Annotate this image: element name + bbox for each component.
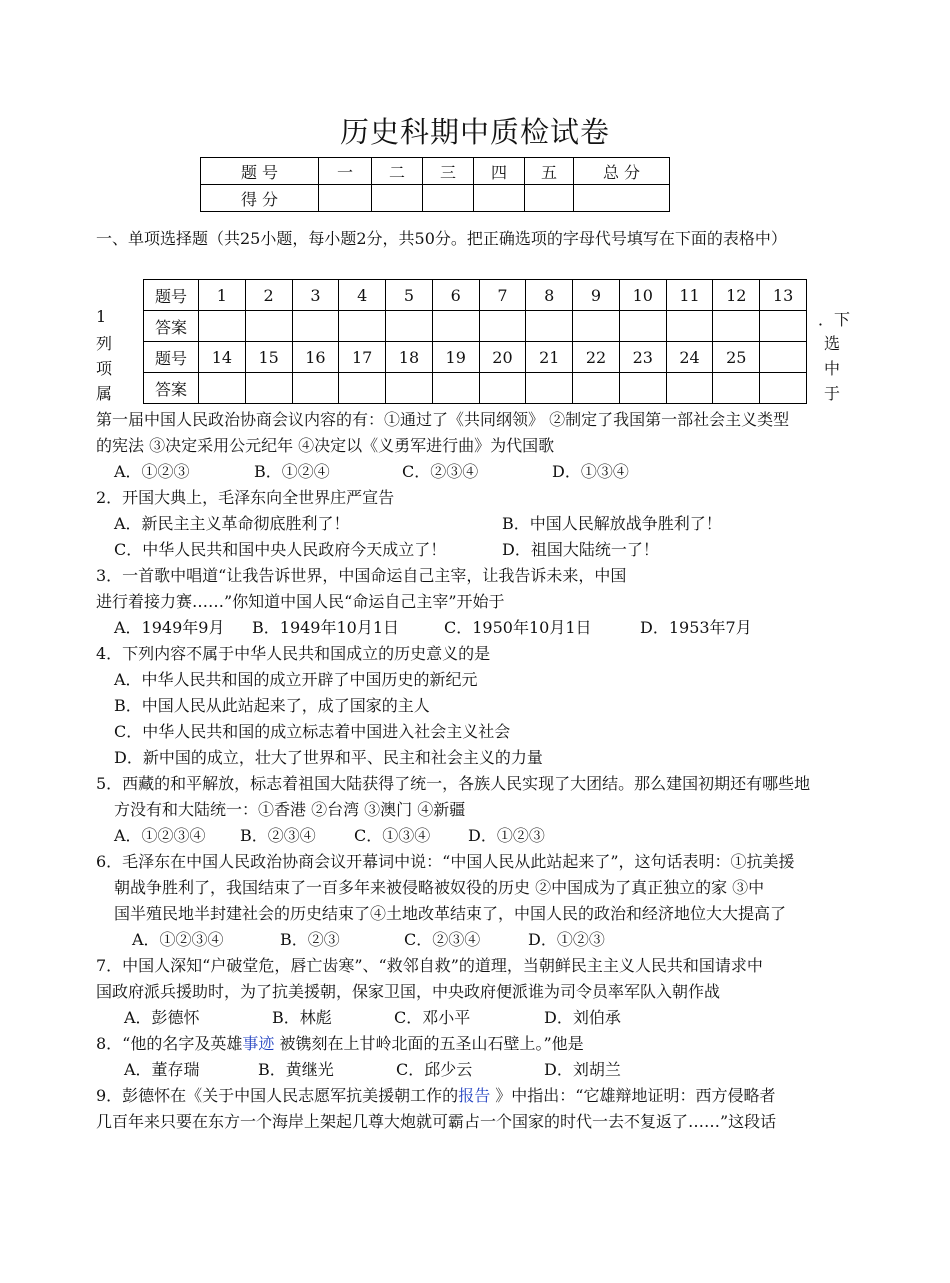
question-stem: 5．西藏的和平解放，标志着祖国大陆获得了统一，各族人民实现了大团结。那么建国初期还有哪些地 (96, 774, 811, 793)
stem-text: 9．彭德怀在《关于中国人民志愿军抗美援朝工作的 (96, 1086, 459, 1105)
question-stem: 朝战争胜利了，我国结束了一百多年来被侵略被奴役的历史 ②中国成为了真正独立的家 ③中 (114, 878, 765, 897)
score-row-label: 得 分 (201, 185, 319, 212)
answer-cell[interactable] (245, 311, 292, 342)
question-stem: 的宪法 ③决定采用公元纪年 ④决定以《义勇军进行曲》为代国歌 (96, 436, 555, 455)
answer-row-label: 答案 (144, 311, 199, 342)
score-table-header-row (201, 158, 670, 185)
answer-cell[interactable] (713, 311, 760, 342)
option-a[interactable]: A．1949年9月 (114, 618, 225, 637)
option-row (96, 1057, 856, 1083)
question-number-cell: 16 (292, 342, 339, 373)
question-number-cell: 11 (666, 280, 713, 311)
question-number-cell: 4 (339, 280, 386, 311)
option-d[interactable]: D．①②③ (468, 826, 545, 845)
question-stem: 4．下列内容不属于中华人民共和国成立的历史意义的是 (96, 644, 491, 663)
side-left-char: 列 (96, 334, 113, 353)
score-header-cell: 一 (319, 158, 372, 185)
option-d[interactable]: D．1953年7月 (640, 618, 752, 637)
questions-body (96, 407, 856, 1135)
option-d[interactable]: D．刘胡兰 (544, 1060, 621, 1079)
option-a[interactable]: A．新民主主义革命彻底胜利了！ (114, 514, 350, 533)
option-row (96, 511, 856, 537)
question-number-cell: 10 (619, 280, 666, 311)
option-b[interactable]: B．②③④ (240, 826, 316, 845)
option-row (96, 459, 856, 485)
answer-cell[interactable] (386, 373, 433, 404)
answer-cell[interactable] (713, 373, 760, 404)
option-c[interactable]: C．1950年10月1日 (444, 618, 592, 637)
score-entry-cell[interactable] (474, 185, 525, 212)
option-d[interactable]: D．①③④ (552, 462, 629, 481)
question-stem: 7．中国人深知“户破堂危，唇亡齿寒”、“救邻自救”的道理，当朝鲜民主主义人民共和国请求中 (96, 956, 763, 975)
question-number-cell: 24 (666, 342, 713, 373)
answer-row-label: 题号 (144, 280, 199, 311)
option-d[interactable]: D．刘伯承 (544, 1008, 621, 1027)
score-entry-cell[interactable] (423, 185, 474, 212)
option-row (96, 823, 856, 849)
answer-cell[interactable] (573, 373, 620, 404)
side-left-char: 属 (96, 384, 113, 403)
score-entry-cell[interactable] (319, 185, 372, 212)
question-number-cell: 8 (526, 280, 573, 311)
option-row (96, 927, 856, 953)
question-number-cell: 5 (386, 280, 433, 311)
stem-text: 》中指出：“它雄辩地证明：西方侵略者 (490, 1086, 776, 1105)
answer-table-answer-row (144, 311, 807, 342)
option-a[interactable]: A．董存瑞 (124, 1060, 200, 1079)
option-b[interactable]: B．②③ (280, 930, 340, 949)
question-number-cell: 25 (713, 342, 760, 373)
question-number-cell: 3 (292, 280, 339, 311)
option-b[interactable]: B．林彪 (272, 1008, 332, 1027)
question-stem (96, 1083, 856, 1109)
score-entry-cell[interactable] (372, 185, 423, 212)
answer-row-label: 答案 (144, 373, 199, 404)
answer-cell[interactable] (479, 311, 526, 342)
option-b[interactable]: B．黄继光 (258, 1060, 334, 1079)
answer-cell[interactable] (339, 373, 386, 404)
answer-table (143, 279, 807, 404)
question-stem: 进行着接力赛……”你知道中国人民“命运自己主宰”开始于 (96, 592, 505, 611)
question-number-cell: 9 (573, 280, 620, 311)
option-c[interactable]: C．②③④ (404, 930, 481, 949)
answer-cell[interactable] (619, 373, 666, 404)
question-stem: 几百年来只要在东方一个海岸上架起几尊大炮就可霸占一个国家的时代一去不复返了……”这段话 (96, 1112, 777, 1131)
question-number-cell: 20 (479, 342, 526, 373)
stem-text: 被镌刻在上甘岭北面的五圣山石壁上。”他是 (274, 1034, 584, 1053)
question-stem: 2．开国大典上，毛泽东向全世界庄严宣告 (96, 488, 395, 507)
page-title: 历史科期中质检试卷 (339, 115, 610, 149)
question-number-cell: 19 (432, 342, 479, 373)
side-left-char: 项 (96, 359, 113, 378)
option-row (96, 615, 856, 641)
option-a[interactable]: A．①②③④ (114, 826, 206, 845)
question-number-cell: 22 (573, 342, 620, 373)
score-table-score-row (201, 185, 670, 212)
question-stem: 6．毛泽东在中国人民政治协商会议开幕词中说：“中国人民从此站起来了”，这句话表明：①抗美援 (96, 852, 795, 871)
question-stem: 国半殖民地半封建社会的历史结束了④土地改革结束了，中国人民的政治和经济地位大大提高了 (114, 904, 787, 923)
option-a[interactable]: A．①②③④ (132, 930, 224, 949)
answer-cell[interactable] (760, 373, 807, 404)
score-header-cell: 题 号 (201, 158, 319, 185)
option-b[interactable]: B．1949年10月1日 (252, 618, 400, 637)
score-header-cell: 四 (474, 158, 525, 185)
answer-cell[interactable] (292, 311, 339, 342)
option-b[interactable]: B．①②④ (254, 462, 330, 481)
answer-cell[interactable] (666, 373, 713, 404)
section1-title: 一、单项选择题（共25小题，每小题2分，共50分。把正确选项的字母代号填写在下面的表格中） (96, 229, 787, 248)
answer-cell[interactable] (386, 311, 433, 342)
option-a[interactable]: A．彭德怀 (124, 1008, 200, 1027)
question-number-cell: 12 (713, 280, 760, 311)
option-d[interactable]: D．新中国的成立，壮大了世界和平、民主和社会主义的力量 (114, 748, 543, 767)
score-header-cell: 总 分 (574, 158, 670, 185)
answer-cell[interactable] (199, 311, 246, 342)
score-table (200, 157, 670, 212)
option-d[interactable]: D．祖国大陆统一了！ (502, 540, 659, 559)
option-b[interactable]: B．中国人民从此站起来了，成了国家的主人 (114, 696, 430, 715)
question-stem (96, 1031, 856, 1057)
option-c[interactable]: C．②③④ (402, 462, 479, 481)
option-c[interactable]: C．中华人民共和国中央人民政府今天成立了！ (114, 540, 447, 559)
side-right-char: 中 (824, 359, 841, 378)
score-entry-cell[interactable] (574, 185, 670, 212)
option-row (96, 1005, 856, 1031)
answer-row-label: 题号 (144, 342, 199, 373)
question-number-cell: 13 (760, 280, 807, 311)
question-number-cell: 14 (199, 342, 246, 373)
side-right-char: 于 (824, 384, 841, 403)
answer-cell[interactable] (432, 373, 479, 404)
question-stem: 国政府派兵援助时，为了抗美援朝，保家卫国，中央政府便派谁为司令员率军队入朝作战 (96, 982, 721, 1001)
answer-cell[interactable] (292, 373, 339, 404)
question-stem: 方没有和大陆统一：①香港 ②台湾 ③澳门 ④新疆 (114, 800, 466, 819)
answer-table-number-row (144, 280, 807, 311)
side-right-char: 选 (824, 334, 841, 353)
option-a[interactable]: A．①②③ (114, 462, 190, 481)
answer-table-answer-row (144, 373, 807, 404)
answer-cell[interactable] (526, 373, 573, 404)
option-b[interactable]: B．中国人民解放战争胜利了！ (502, 514, 722, 533)
stem-text: 8．“他的名字及英雄 (96, 1034, 243, 1053)
question-number-cell: 17 (339, 342, 386, 373)
answer-cell[interactable] (432, 311, 479, 342)
question-number-cell: 1 (199, 280, 246, 311)
option-c[interactable]: C．中华人民共和国的成立标志着中国进入社会主义社会 (114, 722, 511, 741)
option-c[interactable]: C．邓小平 (394, 1008, 471, 1027)
question-number-cell: 23 (619, 342, 666, 373)
question-stem: 3．一首歌中唱道“让我告诉世界，中国命运自己主宰，让我告诉未来，中国 (96, 566, 627, 585)
question-stem: 第一届中国人民政治协商会议内容的有：①通过了《共同纲领》 ②制定了我国第一部社会主义类型 (96, 410, 790, 429)
answer-cell[interactable] (526, 311, 573, 342)
question-number-cell: 6 (432, 280, 479, 311)
link-baogao[interactable]: 报告 (458, 1086, 491, 1105)
option-row (96, 537, 856, 563)
option-a[interactable]: A．中华人民共和国的成立开辟了中国历史的新纪元 (114, 670, 478, 689)
question-number-cell: 2 (245, 280, 292, 311)
question-number-cell: 18 (386, 342, 433, 373)
option-d[interactable]: D．①②③ (528, 930, 605, 949)
answer-table-number-row (144, 342, 807, 373)
question-number-cell: 21 (526, 342, 573, 373)
question-number-cell (760, 342, 807, 373)
side-left-char: 1 (96, 307, 107, 326)
answer-cell[interactable] (245, 373, 292, 404)
option-c[interactable]: C．①③④ (354, 826, 431, 845)
answer-cell[interactable] (573, 311, 620, 342)
score-entry-cell[interactable] (525, 185, 574, 212)
score-header-cell: 五 (525, 158, 574, 185)
question-number-cell: 15 (245, 342, 292, 373)
link-shiji[interactable]: 事迹 (242, 1034, 275, 1053)
answer-cell[interactable] (619, 311, 666, 342)
answer-cell[interactable] (339, 311, 386, 342)
answer-cell[interactable] (760, 311, 807, 342)
answer-cell[interactable] (199, 373, 246, 404)
answer-cell[interactable] (666, 311, 713, 342)
answer-cell[interactable] (479, 373, 526, 404)
score-header-cell: 二 (372, 158, 423, 185)
question-number-cell: 7 (479, 280, 526, 311)
score-header-cell: 三 (423, 158, 474, 185)
side-right-char: ．下 (818, 310, 851, 329)
option-c[interactable]: C．邱少云 (396, 1060, 473, 1079)
